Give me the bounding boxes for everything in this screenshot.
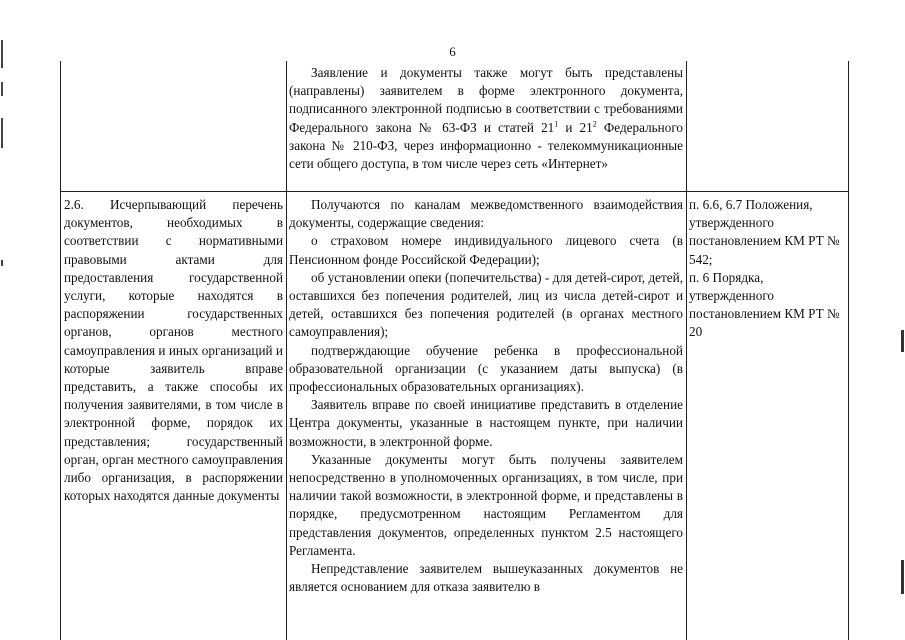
row-2-6-left-cell — [64, 196, 283, 505]
paragraph-snils: о страховом номере индивидуального лицевого счета (в Пенсионном фонде Российской Федерации); — [289, 233, 683, 267]
row-separator — [60, 191, 849, 192]
table-border-left — [60, 61, 61, 640]
paragraph-own-initiative: Заявитель вправе по своей инициативе представить в отделение Центра документы, указанные в настоящем пункте, при наличии возможности, в электронной форме. — [289, 397, 683, 449]
table-divider-1 — [286, 61, 287, 640]
top-row-middle-cell — [289, 64, 683, 173]
page-number: 6 — [449, 44, 456, 59]
row-2-6-right-cell — [689, 196, 845, 342]
scan-edge-right — [897, 0, 905, 640]
section-2-6-title: 2.6. Исчерпывающий перечень документов, необходимых в соответствии с нормативными правовыми актами для предоставления государственной услуги, которые находятся в распоряжении государственных органов, органов местного самоуправления и иных организаций и которые заявитель вправе представить, а также способы их получения заявителями, в том числе в электронной форме, порядок их представления; государственный орган, орган местного самоуправления либо организация, в распоряжении которых находятся данные документы — [64, 197, 283, 504]
legal-references: п. 6.6, 6.7 Положения, утвержденного постановлением КМ РТ № 542; п. 6 Порядка, утвержденного постановлением КМ РТ № 20 — [689, 197, 840, 340]
paragraph-guardianship: об установлении опеки (попечительства) - для детей-сирот, детей, оставшихся без попечения родителей, лиц из числа детей-сирот и детей, оставшихся без попечения родителей (в органах местного самоуправления); — [289, 269, 683, 340]
table-divider-2 — [686, 61, 687, 640]
electronic-submission-paragraph: Заявление и документы также могут быть представлены (направлены) заявителем в форме электронного документа, подписанного электронной подписью в соответствии с требованиями Федерального закона № 63-ФЗ и статей $21^1$ и $21^2$ Федерального закона № 210-ФЗ, через информационно - телекоммуникационные сети общего доступа, в том числе через сеть «Интернет» — [289, 65, 683, 172]
table-border-right — [848, 61, 849, 640]
paragraph-education: подтверждающие обучение ребенка в профессиональной образовательной организации (с указанием даты выпуска) (в профессиональных образовательных организациях). — [289, 342, 683, 395]
scan-edge-left — [0, 0, 10, 640]
row-2-6-middle-cell — [289, 196, 683, 596]
paragraph-non-submission: Непредставление заявителем вышеуказанных документов не является основанием для отказа заявителю в — [289, 561, 683, 595]
paragraph-direct-receipt: Указанные документы могут быть получены заявителем непосредственно в уполномоченных организациях, в том числе, при наличии такой возможности, в электронной форме, и представлены в порядке, предусмотренном настоящим Регламентом для представления документов, определенных пунктом 2.5 настоящего Регламента. — [289, 451, 683, 558]
paragraph-interagency-channels: Получаются по каналам межведомственного взаимодействия документы, содержащие сведения: — [289, 197, 683, 231]
